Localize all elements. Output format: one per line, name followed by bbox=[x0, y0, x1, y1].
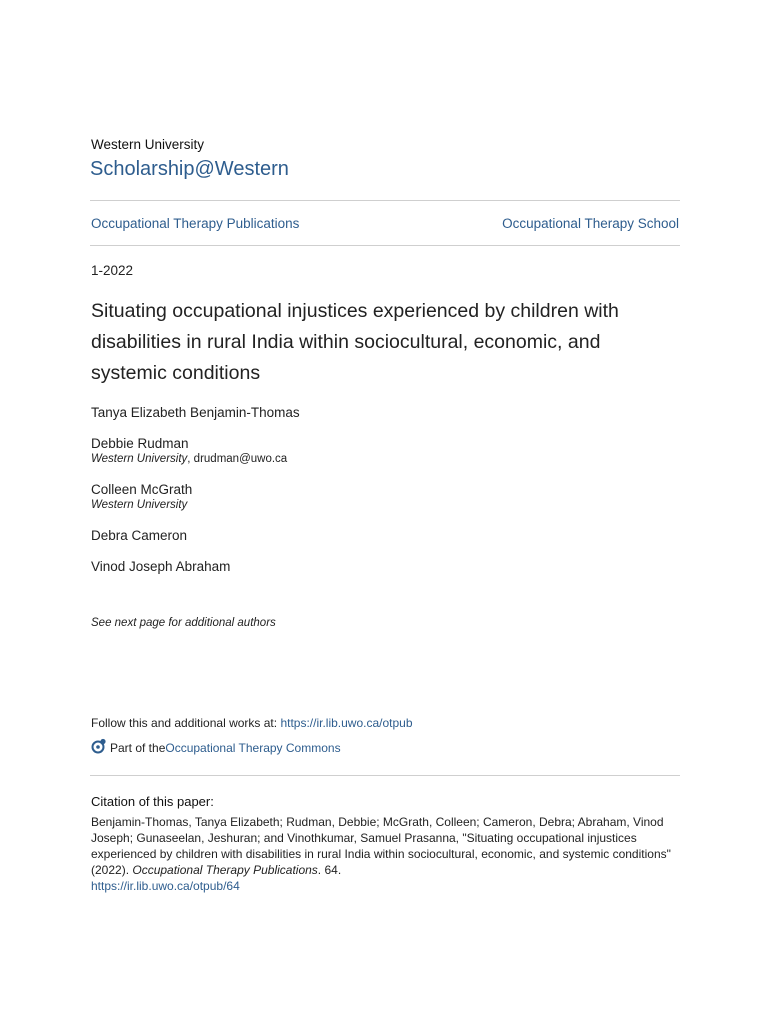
follow-text: Follow this and additional works at: bbox=[91, 716, 281, 730]
author-name: Tanya Elizabeth Benjamin-Thomas bbox=[91, 405, 300, 420]
author-entry bbox=[91, 527, 681, 544]
author-email: , drudman@uwo.ca bbox=[187, 453, 288, 465]
citation-text: Benjamin-Thomas, Tanya Elizabeth; Rudman, Debbie; McGrath, Colleen; Cameron, Debra; Abraham, Vinod Joseph; Gunaseelan, Jeshuran; and Vinothkumar, Samuel Prasanna, "Situating occupational injustices experienced by children with disabilities in rural India within sociocultural, economic, and systemic conditions" (2022). bbox=[91, 815, 671, 877]
institution-name: Western University bbox=[91, 137, 205, 152]
divider-top bbox=[90, 200, 680, 201]
network-commons-icon bbox=[91, 738, 110, 757]
citation-body bbox=[91, 814, 681, 894]
part-of-text: Part of the bbox=[110, 740, 166, 755]
citation-url-link[interactable]: https://ir.lib.uwo.ca/otpub/64 bbox=[91, 879, 240, 893]
author-entry bbox=[91, 435, 681, 467]
follow-line bbox=[91, 716, 413, 730]
citation-heading: Citation of this paper: bbox=[91, 794, 214, 809]
see-next-page-note: See next page for additional authors bbox=[91, 617, 276, 629]
citation-journal: Occupational Therapy Publications bbox=[132, 863, 318, 877]
divider-citation bbox=[90, 775, 680, 776]
author-entry bbox=[91, 558, 681, 575]
citation-suffix: . 64. bbox=[317, 863, 342, 877]
repository-link[interactable]: Scholarship@Western bbox=[90, 158, 289, 180]
author-list bbox=[91, 404, 681, 589]
collection-link-publications[interactable]: Occupational Therapy Publications bbox=[91, 216, 300, 231]
collection-link-school[interactable]: Occupational Therapy School bbox=[502, 216, 679, 231]
paper-title: Situating occupational injustices experienced by children with disabilities in rural India within sociocultural, economic, and systemic conditions bbox=[91, 300, 619, 384]
publication-date: 1-2022 bbox=[91, 263, 134, 278]
author-name: Vinod Joseph Abraham bbox=[91, 559, 231, 574]
author-name: Debra Cameron bbox=[91, 528, 188, 543]
author-name: Debbie Rudman bbox=[91, 436, 189, 451]
affiliation-name: Western University bbox=[91, 453, 188, 465]
author-affiliation bbox=[91, 452, 681, 467]
author-name: Colleen McGrath bbox=[91, 482, 193, 497]
part-of-line bbox=[91, 738, 341, 757]
author-affiliation bbox=[91, 498, 681, 513]
affiliation-name: Western University bbox=[91, 499, 188, 511]
author-entry bbox=[91, 404, 681, 421]
commons-link[interactable]: Occupational Therapy Commons bbox=[165, 740, 341, 755]
repository-url-link[interactable]: https://ir.lib.uwo.ca/otpub bbox=[280, 716, 413, 730]
author-entry bbox=[91, 481, 681, 513]
divider-collections bbox=[90, 245, 680, 246]
